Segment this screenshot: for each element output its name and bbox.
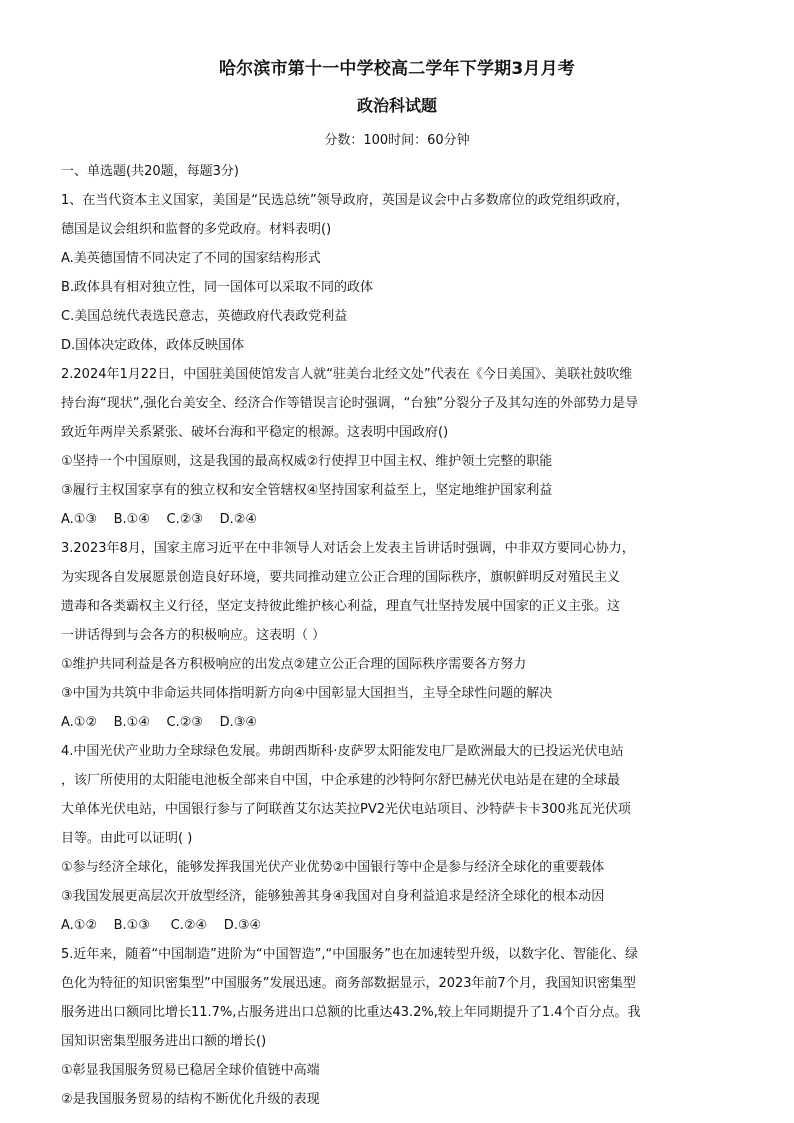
text-line: ②是我国服务贸易的结构不断优化升级的表现: [61, 1092, 320, 1107]
text-line: 国知识密集型服务进出口额的增长(): [61, 1034, 267, 1049]
text-line: 4.中国光伏产业助力全球绿色发展。弗朗西斯科·皮萨罗太阳能发电厂是欧洲最大的已投运光伏电站: [61, 744, 624, 759]
score-time-line: 分数：100时间：60分钟: [324, 133, 470, 148]
text-line: A.①③ B.①④ C.②③ D.②④: [61, 512, 258, 527]
text-line: 为实现各自发展愿景创造良好环境，要共同推动建立公正合理的国际秩序，旗帜鲜明反对殖民主义: [61, 570, 621, 585]
text-line: C.美国总统代表选民意志，英德政府代表政党利益: [61, 309, 348, 324]
text-line: 1、在当代资本主义国家，美国是“民选总统”领导政府，英国是议会中占多数席位的政党组织政府，: [61, 193, 629, 208]
text-line: 3.2023年8月，国家主席习近平在中非领导人对话会上发表主旨讲话时强调，中非双方要同心协力，: [61, 541, 635, 556]
text-line: 2.2024年1月22日，中国驻美国使馆发言人就“驻美台北经文处”代表在《今日美国》、美联社鼓吹维: [61, 367, 633, 382]
text-line: 目等。由此可以证明( ): [61, 831, 193, 846]
text-line: ③履行主权国家享有的独立权和安全管辖权④坚持国家利益至上，坚定地维护国家利益: [61, 483, 553, 498]
text-line: 5.近年来，随着“中国制造”进阶为“中国智造”,“中国服务”也在加速转型升级，以数字化、智能化、绿: [61, 947, 638, 962]
text-line: 德国是议会组织和监督的多党政府。材料表明(): [61, 222, 332, 237]
text-line: 持台海“现状”,强化台美安全、经济合作等错误言论时强调，“台独”分裂分子及其勾连的外部势力是导: [61, 396, 639, 411]
question-lines: [61, 186, 741, 1114]
text-line: A.美英德国情不同决定了不同的国家结构形式: [61, 251, 321, 266]
text-line: ①彰显我国服务贸易已稳居全球价值链中高端: [61, 1063, 320, 1078]
text-line: 一讲话得到与会各方的积极响应。这表明（ ）: [61, 628, 326, 643]
text-line: ③中国为共筑中非命运共同体指明新方向④中国彰显大国担当，主导全球性问题的解决: [61, 686, 553, 701]
text-line: 遗毒和各类霸权主义行径，坚定支持彼此维护核心利益，理直气壮坚持发展中国家的正义主张。这: [61, 599, 621, 614]
section-heading: 一、单选题(共20题，每题3分): [61, 164, 239, 179]
text-line: B.政体具有相对独立性，同一国体可以采取不同的政体: [61, 280, 374, 295]
text-line: 大单体光伏电站，中国银行参与了阿联酋艾尔达芙拉PV2光伏电站项目、沙特萨卡卡300兆瓦光伏项: [61, 802, 631, 817]
text-line: ①参与经济全球化，能够发挥我国光伏产业优势②中国银行等中企是参与经济全球化的重要载体: [61, 860, 605, 875]
exam-subject: 政治科试题: [356, 96, 437, 115]
text-line: ①坚持一个中国原则，这是我国的最高权威②行使捍卫中国主权、维护领土完整的职能: [61, 454, 553, 469]
question-body: [61, 157, 741, 1114]
text-line: ，该厂所使用的太阳能电池板全部来自中国，中企承建的沙特阿尔舒巴赫光伏电站是在建的全球最: [61, 773, 621, 788]
text-line: 服务进出口额同比增长11.7%,占服务进出口总额的比重达43.2%,较上年同期提升了1.4个百分点。我: [61, 1005, 641, 1020]
text-line: D.国体决定政体，政体反映国体: [61, 338, 245, 353]
text-line: 致近年两岸关系紧张、破坏台海和平稳定的根源。这表明中国政府(): [61, 425, 449, 440]
text-line: A.①② B.①④ C.②③ D.③④: [61, 715, 258, 730]
text-line: A.①② B.①③ C.②④ D.③④: [61, 918, 262, 933]
exam-title: 哈尔滨市第十一中学校高二学年下学期3月月考: [218, 59, 576, 79]
text-line: ①维护共同利益是各方积极响应的出发点②建立公正合理的国际秩序需要各方努力: [61, 657, 527, 672]
text-line: 色化为特征的知识密集型”中国服务”发展迅速。商务部数据显示，2023年前7个月，我国知识密集型: [61, 976, 636, 991]
text-line: ③我国发展更高层次开放型经济，能够独善其身④我国对自身利益追求是经济全球化的根本动因: [61, 889, 605, 904]
